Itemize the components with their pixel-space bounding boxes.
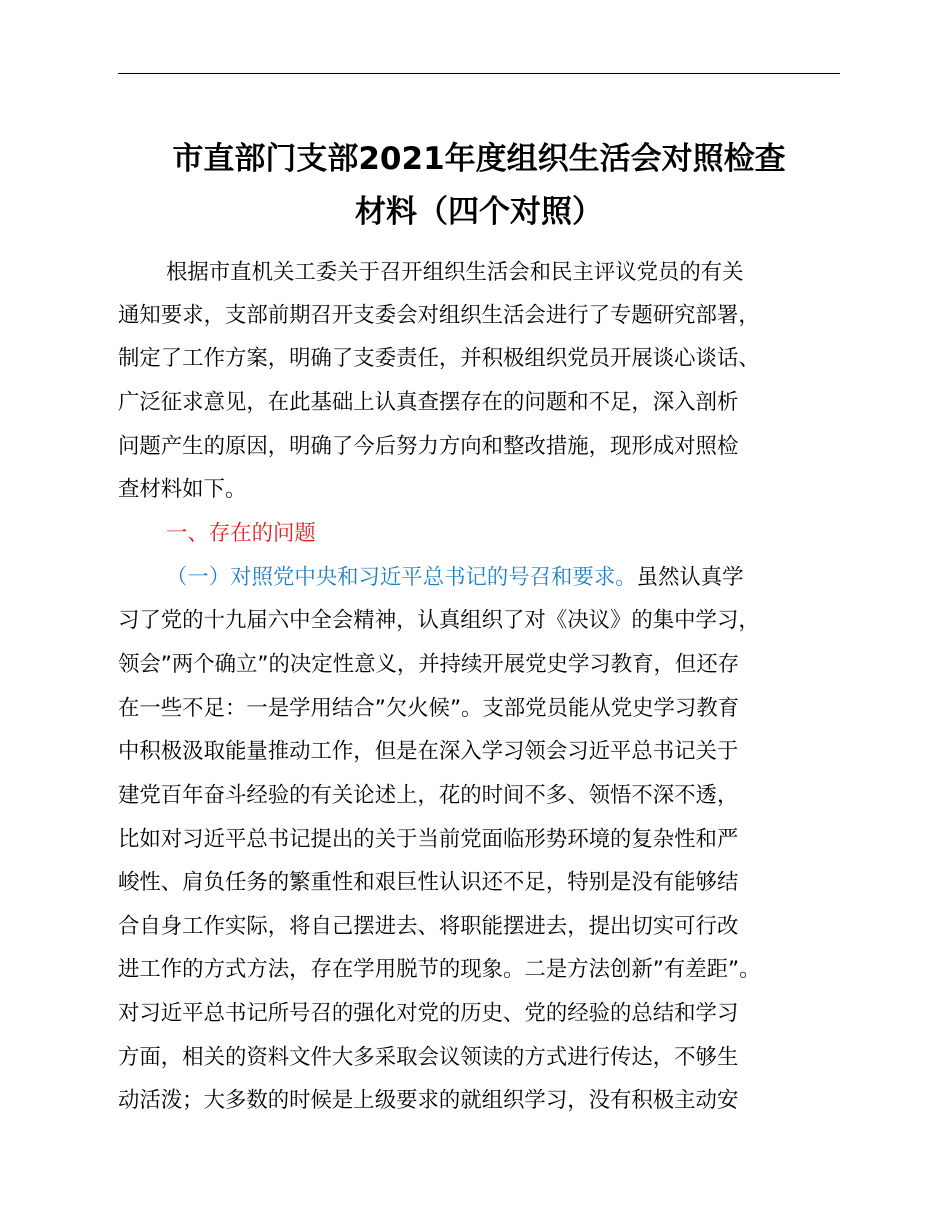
sub1-line-1: 习了党的十九届六中全会精神，认真组织了对《决议》的集中学习， [118, 608, 760, 633]
sub1-line-11: 方面，相关的资料文件大多采取会议领读的方式进行传达，不够生 [118, 1045, 739, 1070]
intro-line-6: 查材料如下。 [118, 477, 247, 502]
title-suffix: 年度组织生活会对照检查 [444, 141, 786, 177]
sub1-line-12: 动活泼；大多数的时候是上级要求的就组织学习，没有积极主动安 [118, 1088, 739, 1113]
document-title-line-1 [118, 137, 840, 181]
intro-line-5: 问题产生的原因，明确了今后努力方向和整改措施，现形成对照检 [118, 434, 739, 459]
intro-line-4: 广泛征求意见，在此基础上认真查摆存在的问题和不足，深入剖析 [118, 390, 739, 415]
sub1-line-7: 峻性、肩负任务的繁重性和艰巨性认识还不足，特别是没有能够结 [118, 870, 739, 895]
subsection-1-first-text: 虽然认真学 [636, 565, 744, 590]
section-heading-problems: 一、存在的问题 [166, 521, 316, 546]
sub1-line-4: 中积极汲取能量推动工作，但是在深入学习领会习近平总书记关于 [118, 739, 739, 764]
sub1-line-5: 建党百年奋斗经验的有关论述上，花的时间不多、领悟不深不透， [118, 783, 739, 808]
sub1-line-9: 进工作的方式方法，存在学用脱节的现象。二是方法创新”有差距”。 [118, 957, 761, 982]
intro-line-3: 制定了工作方案，明确了支委责任，并积极组织党员开展谈心谈话、 [118, 346, 760, 371]
title-year: 2021 [358, 141, 445, 177]
sub1-line-8: 合自身工作实际，将自己摆进去、将职能摆进去，提出切实可行改 [118, 914, 739, 939]
sub1-line-3: 在一些不足：一是学用结合”欠火候”。支部党员能从党史学习教育 [118, 696, 740, 721]
sub1-line-6: 比如对习近平总书记提出的关于当前党面临形势环境的复杂性和严 [118, 827, 739, 852]
sub1-line-2: 领会”两个确立”的决定性意义，并持续开展党史学习教育，但还存 [118, 652, 740, 677]
header-rule [118, 73, 840, 74]
intro-line-1: 根据市直机关工委关于召开组织生活会和民主评议党员的有关 [166, 260, 744, 285]
intro-line-2: 通知要求，支部前期召开支委会对组织生活会进行了专题研究部署， [118, 303, 760, 328]
sub1-line-10: 对习近平总书记所号召的强化对党的历史、党的经验的总结和学习 [118, 1001, 739, 1026]
document-title-line-2: 材料（四个对照） [355, 194, 603, 230]
title-prefix: 市直部门支部 [172, 141, 359, 177]
subsection-1-heading: （一）对照党中央和习近平总书记的号召和要求。 [166, 565, 637, 590]
subsection-1-first-line [118, 563, 868, 593]
